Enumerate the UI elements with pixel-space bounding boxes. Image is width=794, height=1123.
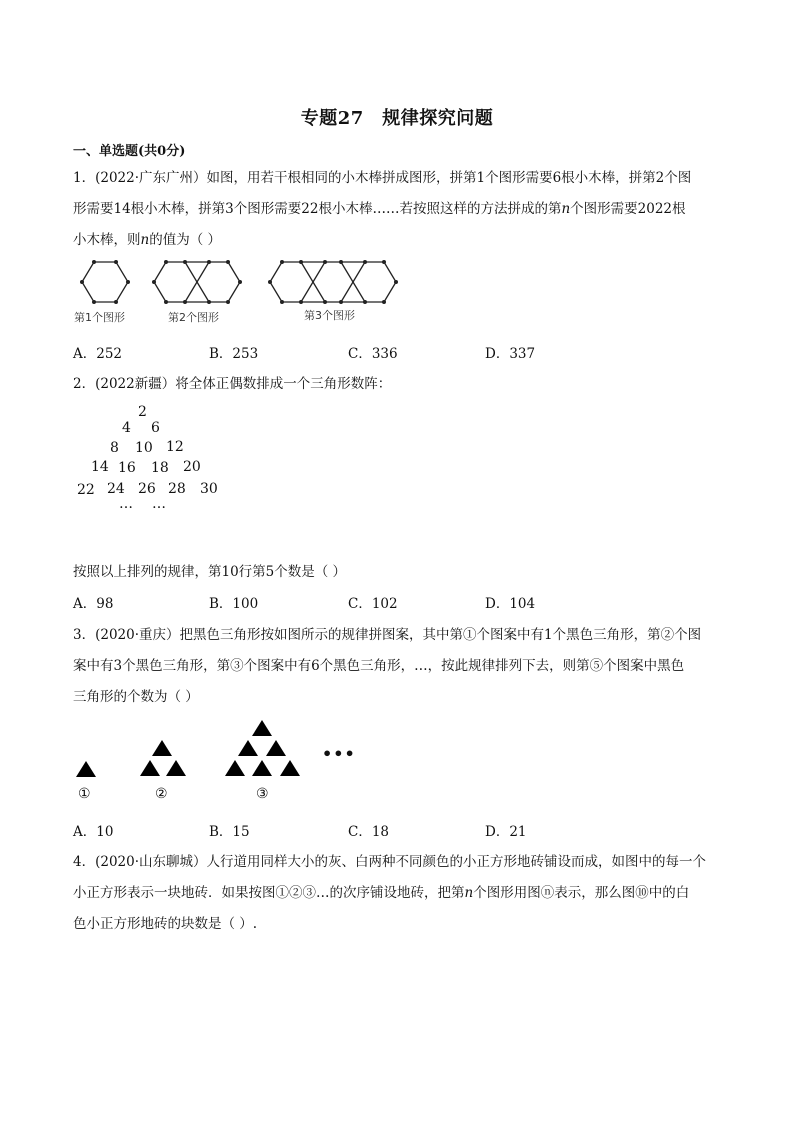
q1-line3-end: 的值为（ ）: [149, 232, 221, 248]
tri-num: 12: [166, 439, 184, 455]
tri-num: 14: [91, 459, 109, 475]
q2-option-b[interactable]: B．100: [209, 596, 259, 612]
tri-num: 16: [118, 460, 136, 476]
q1-line2: [73, 197, 686, 217]
q3-line2: 案中有3个黑色三角形，第③个图案中有6个黑色三角形，…，按此规律排列下去，则第⑤个图案中黑色: [73, 658, 685, 674]
tri-num: 8: [110, 440, 119, 456]
q1-line2-text: 形需要14根小木棒，拼第3个图形需要22根小木棒……若按照这样的方法拼成的第: [73, 201, 562, 217]
tri-num: 22: [77, 482, 95, 498]
q3-ellipsis: •••: [322, 744, 356, 763]
q4-line2-end: 个图形用图ⓝ表示，那么图⑩中的白: [473, 885, 690, 901]
q1-option-b[interactable]: B．253: [209, 346, 259, 362]
q3-option-a[interactable]: A．10: [73, 824, 114, 840]
q1-caption-3: 第3个图形: [304, 309, 355, 322]
tri-num: 10: [135, 440, 153, 456]
tri-num: 24: [107, 481, 125, 497]
tri-num: 20: [183, 459, 201, 475]
tri-num: 18: [151, 460, 169, 476]
tri-ellipsis: …: [152, 496, 166, 512]
q1-option-a[interactable]: A．252: [73, 346, 123, 362]
hexagon-figure-2: [154, 262, 240, 302]
q3-option-d[interactable]: D．21: [485, 824, 527, 840]
q3-line3: 三角形的个数为（ ）: [73, 689, 199, 705]
q3-label-1: ①: [78, 786, 91, 802]
q1-option-c[interactable]: C．336: [348, 346, 398, 362]
q2-option-c[interactable]: C．102: [348, 596, 398, 612]
q2-option-a[interactable]: A．98: [73, 596, 114, 612]
tri-ellipsis: …: [119, 496, 133, 512]
section-header: 一、单选题(共0分): [73, 144, 186, 159]
q1-option-d[interactable]: D．337: [485, 346, 536, 362]
q2-line2: 按照以上排列的规律，第10行第5个数是（ ）: [73, 564, 347, 580]
q1-line2-end: 个图形需要2022根: [570, 201, 686, 217]
q1-caption-1: 第1个图形: [74, 311, 125, 324]
hexagon-figure-1: [82, 262, 128, 302]
q2-line1: 2．(2022新疆）将全体正偶数排成一个三角形数阵：: [73, 376, 392, 392]
q3-option-b[interactable]: B．15: [209, 824, 250, 840]
q4-line3: 色小正方形地砖的块数是（ ）.: [73, 916, 258, 932]
pattern-2-triangles: [140, 740, 186, 776]
q4-line1: 4．(2020·山东聊城）人行道用同样大小的灰、白两种不同颜色的小正方形地砖铺设而成，如图中的每一个: [73, 854, 707, 870]
q3-triangle-patterns: [70, 715, 360, 785]
q3-option-c[interactable]: C．18: [348, 824, 390, 840]
tri-num: 26: [138, 481, 156, 497]
q1-line3-text: 小木棒，则: [73, 232, 141, 248]
q3-label-3: ③: [256, 786, 269, 802]
tri-num: 30: [200, 481, 218, 497]
q1-line3: [73, 228, 221, 248]
tri-num: 2: [138, 404, 147, 420]
page-title: 专题27 规律探究问题: [300, 108, 494, 129]
q3-label-2: ②: [155, 786, 168, 802]
q1-line1: 1．(2022·广东广州）如图，用若干根相同的小木棒拼成图形，拼第1个图形需要6根小木棒，拼第2个图: [73, 170, 692, 186]
q4-var-n: n: [464, 885, 474, 901]
q1-var-n: n: [561, 201, 571, 217]
tri-num: 4: [122, 420, 131, 436]
q2-option-d[interactable]: D．104: [485, 596, 536, 612]
q3-line1: 3．(2020·重庆）把黑色三角形按如图所示的规律拼图案，其中第①个图案中有1个黑色三角形，第②个图: [73, 627, 702, 643]
hexagon-figure-3: [270, 262, 396, 302]
q4-line2-text: 小正方形表示一块地砖．如果按图①②③…的次序铺设地砖，把第: [73, 885, 465, 901]
tri-num: 28: [168, 481, 186, 497]
q1-caption-2: 第2个图形: [168, 311, 219, 324]
pattern-1-triangle: [76, 761, 96, 777]
q1-var-n2: n: [140, 232, 150, 248]
tri-num: 6: [151, 420, 160, 436]
pattern-3-triangles: [225, 720, 300, 776]
q4-line2: [73, 881, 689, 901]
